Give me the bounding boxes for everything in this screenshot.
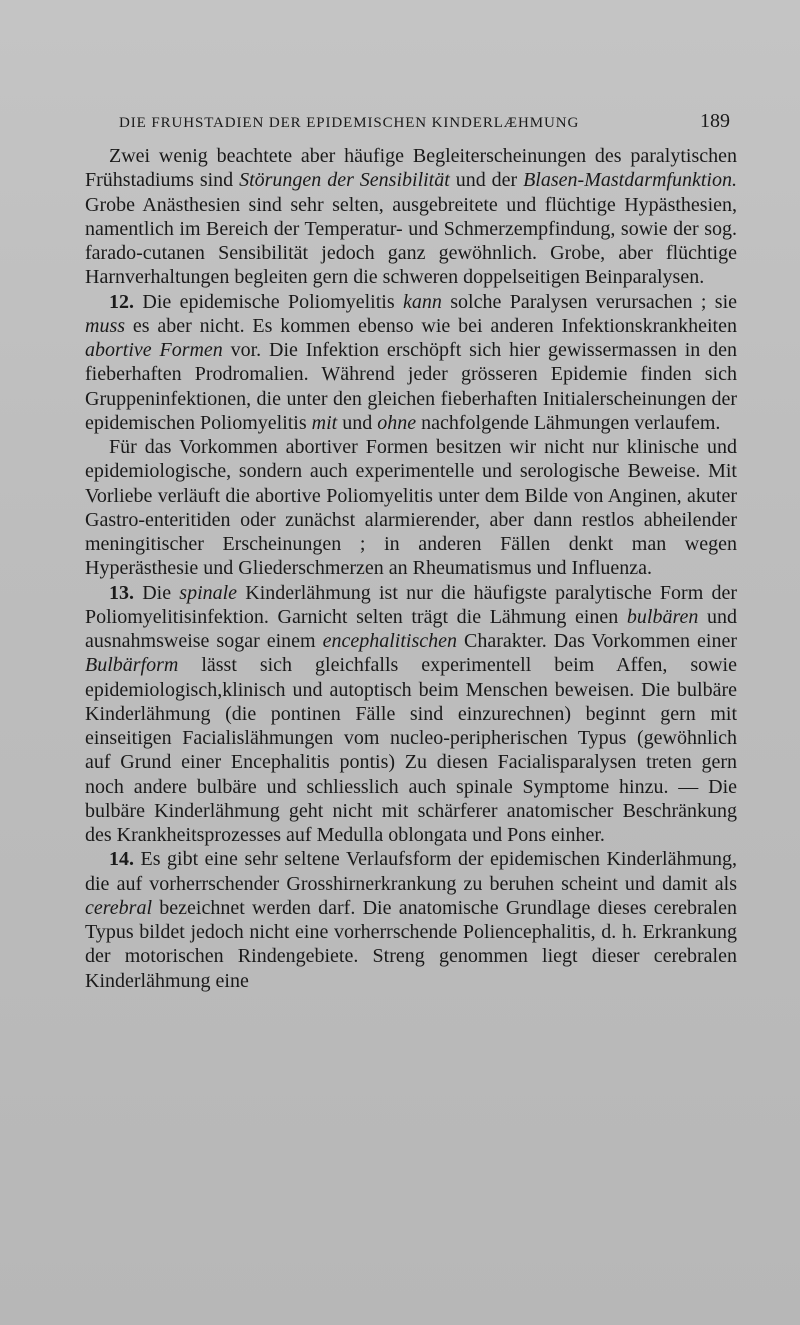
italic-text: Störungen der Sensibilität xyxy=(239,169,450,192)
italic-text: ohne xyxy=(377,411,417,434)
text-run: Die xyxy=(134,581,180,604)
italic-text: spinale xyxy=(179,581,238,604)
text-run: Grobe Anästhesien sind sehr selten, ausgebreitete und flüchtige Hypästhesien, namentlich im Bereich der Temperatur- und Schmerzempfindung, sowie der sog. farado-cutanen Sensibilität jedoch ganz gewöhnlich. Grobe, aber flüchtige Harnverhaltungen begleiten gern die schweren doppelseitigen Beinparalysen. xyxy=(85,193,737,289)
text-run: es aber nicht. Es kommen ebenso wie bei anderen Infektionskrankheiten xyxy=(125,314,737,337)
italic-text: mit xyxy=(311,411,338,434)
text-run: und ausnahmsweise sogar einem xyxy=(85,605,737,652)
paragraph xyxy=(85,435,737,581)
section-number: 12. xyxy=(109,290,134,313)
text-run: Charakter. Das Vorkommen einer xyxy=(457,630,737,652)
text-run: solche Paralysen verursachen ; sie xyxy=(441,290,737,313)
running-title: DIE FRUHSTADIEN DER EPIDEMISCHEN KINDERLÆHMUNG xyxy=(119,115,580,131)
paragraph xyxy=(85,290,737,436)
text-run: Die epidemische Poliomyelitis xyxy=(134,290,404,313)
paragraph xyxy=(85,144,737,290)
text-run: Kinderlähmung ist nur die häufigste paralytische Form der Poliomyelitisinfektion. Garnicht selten trägt die Lähmung einen xyxy=(85,581,737,628)
text-run: vor. Die Infektion erschöpft sich hier gewissermassen in den fieberhaften Prodromalien. Während jeder grösseren Epidemie finden sich Gruppeninfektionen, die unter den gleichen fieberhaften Initialerscheinungen der epidemischen Poliomyelitis xyxy=(85,339,737,434)
italic-text: encephalitischen xyxy=(322,630,458,652)
text-run: bezeichnet werden darf. Die anatomische Grundlage dieses cerebralen Typus bildet jedoch nicht eine vorherrschende Poliencephalitis, d. h. Erkrankung der motorischen Rindengebiete. Streng genommen liegt dieser cerebralen Kinderlähmung eine xyxy=(85,896,737,992)
page-number: 189 xyxy=(700,110,730,132)
italic-text: Bulbärform xyxy=(85,654,179,677)
section-number: 13. xyxy=(109,581,134,604)
italic-text: abortive Formen xyxy=(85,339,223,361)
text-run: lässt sich gleichfalls experimentell beim Affen, sowie epidemiologisch,klinisch und autoptisch beim Menschen beweisen. Die bulbäre Kinderlähmung (die pontinen Fälle sind einzurechnen) beginnt gern mit einseitigen Facialislähmungen vom nucleo-peripherischen Typus (gewöhnlich auf Grund einer Encephalitis pontis) Zu diesen Facialisparalysen treten gern noch andere bulbäre und schliesslich auch spinale Symptome hinzu. — Die bulbäre Kinderlähmung geht nicht mit schärferer anatomischer Beschränkung des Krankheitsprozesses auf Medulla oblongata und Pons einher. xyxy=(85,654,737,846)
italic-text: kann xyxy=(403,290,442,313)
text-run: Es gibt eine sehr seltene Verlaufsform der epidemischen Kinderlähmung, die auf vorherrschender Grosshirnerkrankung zu beruhen scheint und damit als xyxy=(85,848,737,895)
text-run: und der xyxy=(449,169,524,192)
italic-text: cerebral xyxy=(85,896,153,919)
paragraph xyxy=(85,581,737,848)
body-text xyxy=(85,144,737,993)
italic-text: Blasen-Mastdarmfunktion. xyxy=(523,169,737,192)
italic-text: muss xyxy=(85,314,126,337)
text-run: Zwei wenig beachtete aber häufige Begleiterscheinungen des paralytischen Frühstadiums sind xyxy=(85,145,737,192)
running-header xyxy=(119,110,730,138)
text-run: Für das Vorkommen abortiver Formen besitzen wir nicht nur klinische und epidemiologische, sondern auch experimentelle und serologische Beweise. Mit Vorliebe verläuft die abortive Poliomyelitis unter dem Bilde von Anginen, akuter Gastro-enteritiden oder zunächst alarmierender, aber dann restlos abheilender meningitischer Erscheinungen ; in anderen Fällen denkt man wegen Hyperästhesie und Gliederschmerzen an Rheumatismus und Influenza. xyxy=(85,436,737,580)
text-run: und xyxy=(337,411,378,434)
italic-text: bulbären xyxy=(626,605,699,628)
text-run: nachfolgende Lähmungen verlaufem. xyxy=(416,411,721,434)
section-number: 14. xyxy=(109,848,134,871)
paragraph xyxy=(85,847,737,993)
